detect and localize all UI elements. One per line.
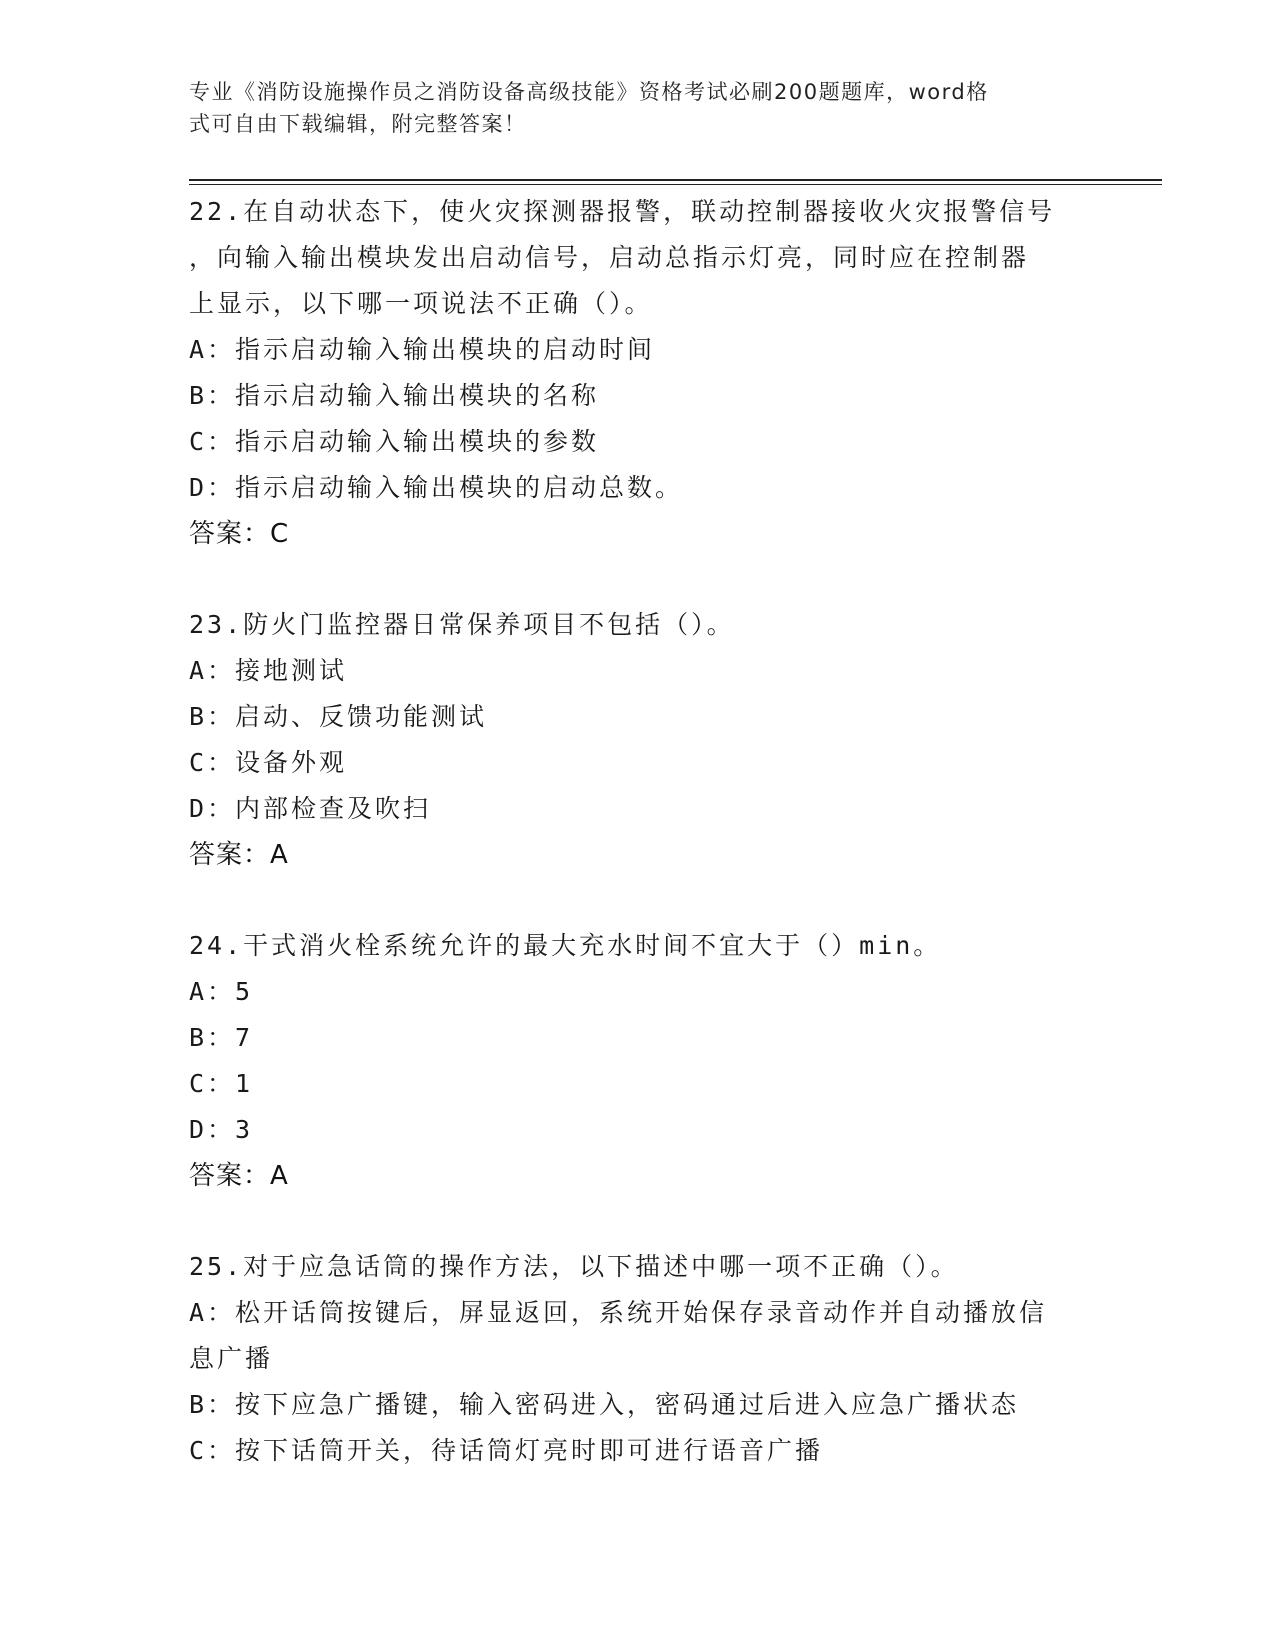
option-a-continued: 息广播	[189, 1344, 274, 1373]
header-line-2: 式可自由下载编辑，附完整答案！	[189, 112, 527, 136]
question-text: 上显示，以下哪一项说法不正确（）。	[189, 289, 653, 318]
header-rule-thick	[189, 179, 1162, 181]
option-a: A：接地测试	[189, 656, 348, 685]
option-c: C：设备外观	[189, 748, 348, 777]
answer: 答案：A	[189, 840, 289, 870]
option-a: A：松开话筒按键后，屏显返回，系统开始保存录音动作并自动播放信	[189, 1298, 1048, 1327]
question-22	[189, 189, 1089, 557]
header-rule-thin	[189, 184, 1162, 185]
document-header	[189, 76, 1069, 140]
option-b: B：指示启动输入输出模块的名称	[189, 381, 600, 410]
question-text: 24.干式消火栓系统允许的最大充水时间不宜大于（）min。	[189, 931, 942, 960]
answer: 答案：A	[189, 1161, 289, 1191]
option-d: D：指示启动输入输出模块的启动总数。	[189, 473, 684, 502]
option-d: D：3	[189, 1115, 254, 1144]
option-d: D：内部检查及吹扫	[189, 794, 432, 823]
option-a: A：指示启动输入输出模块的启动时间	[189, 335, 656, 364]
header-line-1: 专业《消防设施操作员之消防设备高级技能》资格考试必刷200题题库，word格	[189, 80, 989, 104]
option-a: A：5	[189, 977, 254, 1006]
question-text: ，向输入输出模块发出启动信号，启动总指示灯亮，同时应在控制器	[189, 243, 1030, 272]
option-c: C：指示启动输入输出模块的参数	[189, 427, 600, 456]
option-c: C：1	[189, 1069, 254, 1098]
option-b: B：7	[189, 1023, 254, 1052]
option-b: B：启动、反馈功能测试	[189, 702, 488, 731]
answer: 答案：C	[189, 519, 290, 549]
question-23	[189, 602, 1089, 878]
option-c: C：按下话筒开关，待话筒灯亮时即可进行语音广播	[189, 1436, 824, 1465]
question-24	[189, 923, 1089, 1199]
question-text: 22.在自动状态下，使火灾探测器报警，联动控制器接收火灾报警信号	[189, 197, 1056, 226]
question-25	[189, 1244, 1089, 1474]
question-text: 23.防火门监控器日常保养项目不包括（）。	[189, 610, 735, 639]
question-text: 25.对于应急话筒的操作方法，以下描述中哪一项不正确（）。	[189, 1252, 959, 1281]
question-list	[189, 189, 1089, 1474]
option-b: B：按下应急广播键，输入密码进入，密码通过后进入应急广播状态	[189, 1390, 1020, 1419]
